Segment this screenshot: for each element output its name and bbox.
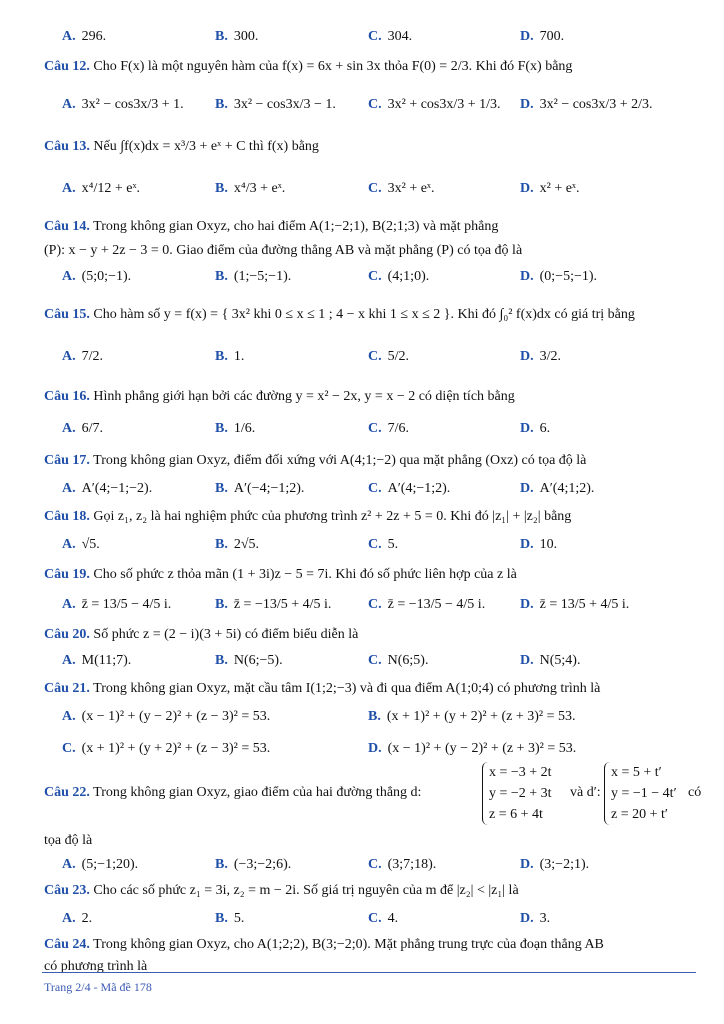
option-value: 5. xyxy=(233,911,245,926)
option-b[interactable] xyxy=(215,910,244,928)
equation-system xyxy=(482,762,552,825)
option-c[interactable] xyxy=(368,596,485,614)
question-label: Câu 24. xyxy=(44,937,90,952)
option-value: (3;7;18). xyxy=(387,857,437,872)
option-value: A′(4;−1;2). xyxy=(387,481,451,496)
option-c[interactable] xyxy=(368,96,501,114)
question-text: Nếu ∫f(x)dx = x³/3 + eˣ + C thì f(x) bằng xyxy=(93,139,319,154)
equation-line: x = −3 + 2t xyxy=(489,765,552,780)
option-value: M(11;7). xyxy=(81,653,132,668)
question-text: tọa độ là xyxy=(44,833,93,848)
question-q23 xyxy=(44,882,684,900)
option-key: A. xyxy=(62,29,76,44)
option-key: B. xyxy=(215,481,228,496)
option-d[interactable] xyxy=(520,348,561,366)
option-value: 300. xyxy=(233,29,259,44)
option-value: N(5;4). xyxy=(539,653,581,668)
option-key: A. xyxy=(62,911,76,926)
option-key: A. xyxy=(62,709,76,724)
option-value: x² + eˣ. xyxy=(539,181,580,196)
option-key: C. xyxy=(368,857,382,872)
footer-rule xyxy=(42,972,696,973)
option-value: (x − 1)² + (y − 2)² + (z + 3)² = 53. xyxy=(387,741,577,756)
option-d[interactable] xyxy=(520,268,597,286)
option-key: D. xyxy=(520,349,534,364)
option-a[interactable] xyxy=(62,420,103,438)
option-value: 4. xyxy=(387,911,399,926)
question-q16 xyxy=(44,388,684,406)
option-value: (4;1;0). xyxy=(387,269,430,284)
option-c[interactable] xyxy=(368,910,398,928)
option-key: A. xyxy=(62,269,76,284)
option-a[interactable] xyxy=(62,268,131,286)
option-value: z̄ = 13/5 − 4/5 i. xyxy=(81,597,172,612)
option-value: 1/6. xyxy=(233,421,256,436)
option-value: (x + 1)² + (y + 2)² + (z + 3)² = 53. xyxy=(386,709,576,724)
option-value: (−3;−2;6). xyxy=(233,857,292,872)
equation-line: z = 6 + 4t xyxy=(489,807,543,822)
option-key: B. xyxy=(368,709,381,724)
page-footer: Trang 2/4 - Mã đề 178 xyxy=(44,980,152,994)
option-value: z̄ = −13/5 − 4/5 i. xyxy=(387,597,486,612)
option-key: B. xyxy=(215,421,228,436)
option-c[interactable] xyxy=(368,652,428,670)
question-text: (P): x − y + 2z − 3 = 0. Giao điểm của đường thẳng AB và mặt phẳng (P) có tọa độ là xyxy=(44,243,523,258)
question-text-tail: có xyxy=(688,785,702,800)
option-value: (5;−1;20). xyxy=(81,857,139,872)
option-b[interactable] xyxy=(215,652,283,670)
question-label: Câu 22. xyxy=(44,785,90,800)
option-b[interactable] xyxy=(215,856,291,874)
question-text: Hình phẳng giới hạn bởi các đường y = x² − 2x, y = x − 2 có diện tích bằng xyxy=(93,389,515,404)
option-a[interactable] xyxy=(62,96,184,114)
option-c[interactable] xyxy=(368,536,398,554)
option-value: √5. xyxy=(81,537,100,552)
question-q13 xyxy=(44,138,684,156)
equation-line: y = −2 + 3t xyxy=(489,786,552,801)
question-label: Câu 16. xyxy=(44,389,90,404)
option-key: B. xyxy=(215,597,228,612)
question-text: Gọi z₁, z₂ là hai nghiệm phức của phương trình z² + 2z + 5 = 0. Khi đó |z₁| + |z₂| bằng xyxy=(93,509,572,524)
option-b[interactable] xyxy=(368,708,576,726)
option-key: D. xyxy=(520,269,534,284)
option-a[interactable] xyxy=(62,708,270,726)
option-value: A′(−4;−1;2). xyxy=(233,481,305,496)
question-text: Trong không gian Oxyz, cho hai điểm A(1;−2;1), B(2;1;3) và mặt phẳng xyxy=(93,219,499,234)
option-b[interactable] xyxy=(215,96,336,114)
question-text: Cho hàm số y = f(x) = { 3x² khi 0 ≤ x ≤ 1 ; 4 − x khi 1 ≤ x ≤ 2 }. Khi đó ∫₀² f(x)dx có giá trị bằng xyxy=(93,307,635,322)
option-c[interactable] xyxy=(62,740,270,758)
option-value: A′(4;1;2). xyxy=(539,481,595,496)
option-key: A. xyxy=(62,481,76,496)
option-key: A. xyxy=(62,349,76,364)
option-key: D. xyxy=(520,653,534,668)
option-d[interactable] xyxy=(520,856,589,874)
option-d[interactable] xyxy=(520,420,550,438)
option-a[interactable] xyxy=(62,652,131,670)
question-text: Trong không gian Oxyz, cho A(1;2;2), B(3;−2;0). Mặt phẳng trung trực của đoạn thẳng AB xyxy=(93,937,604,952)
option-key: D. xyxy=(520,97,534,112)
option-a[interactable] xyxy=(62,28,106,46)
question-text-line xyxy=(44,832,684,850)
equation-line: y = −1 − 4t′ xyxy=(611,786,677,801)
option-value: (1;−5;−1). xyxy=(233,269,292,284)
question-text-line xyxy=(44,958,684,976)
option-d[interactable] xyxy=(520,28,564,46)
option-value: x⁴/12 + eˣ. xyxy=(81,181,141,196)
option-a[interactable] xyxy=(62,856,138,874)
option-c[interactable] xyxy=(368,480,450,498)
option-key: D. xyxy=(520,857,534,872)
option-value: N(6;5). xyxy=(387,653,429,668)
option-b[interactable] xyxy=(215,180,285,198)
option-value: 3x² − cos3x/3 + 2/3. xyxy=(539,97,653,112)
option-d[interactable] xyxy=(368,740,576,758)
option-a[interactable] xyxy=(62,910,92,928)
option-key: D. xyxy=(520,181,534,196)
option-key: A. xyxy=(62,97,76,112)
option-a[interactable] xyxy=(62,596,171,614)
question-q19 xyxy=(44,566,684,584)
option-value: 3x² + eˣ. xyxy=(387,181,435,196)
option-d[interactable] xyxy=(520,180,579,198)
option-key: B. xyxy=(215,911,228,926)
option-key: B. xyxy=(215,269,228,284)
option-value: 296. xyxy=(81,29,107,44)
question-text: Trong không gian Oxyz, mặt cầu tâm I(1;2;−3) và đi qua điểm A(1;0;4) có phương trình là xyxy=(93,681,601,696)
option-b[interactable] xyxy=(215,28,258,46)
option-key: C. xyxy=(368,269,382,284)
option-key: B. xyxy=(215,97,228,112)
option-key: A. xyxy=(62,653,76,668)
question-text: Trong không gian Oxyz, giao điểm của hai đường thẳng d: xyxy=(93,785,422,800)
question-label: Câu 13. xyxy=(44,139,90,154)
question-q21 xyxy=(44,680,684,698)
question-label: Câu 23. xyxy=(44,883,90,898)
option-b[interactable] xyxy=(215,536,259,554)
question-label: Câu 14. xyxy=(44,219,90,234)
option-key: D. xyxy=(368,741,382,756)
option-value: (x + 1)² + (y + 2)² + (z − 3)² = 53. xyxy=(81,741,271,756)
option-key: A. xyxy=(62,597,76,612)
equation-line: z = 20 + t′ xyxy=(611,807,668,822)
option-key: A. xyxy=(62,421,76,436)
option-value: 6/7. xyxy=(81,421,104,436)
option-key: C. xyxy=(368,349,382,364)
question-q14 xyxy=(44,218,684,236)
question-label: Câu 12. xyxy=(44,59,90,74)
question-label: Câu 15. xyxy=(44,307,90,322)
option-d[interactable] xyxy=(520,910,550,928)
option-c[interactable] xyxy=(368,856,436,874)
option-value: 5. xyxy=(387,537,399,552)
option-value: 10. xyxy=(539,537,558,552)
option-key: A. xyxy=(62,857,76,872)
option-c[interactable] xyxy=(368,180,434,198)
option-c[interactable] xyxy=(368,28,412,46)
option-value: (3;−2;1). xyxy=(539,857,590,872)
option-key: C. xyxy=(368,181,382,196)
question-text: Cho số phức z thỏa mãn (1 + 3i)z − 5 = 7i. Khi đó số phức liên hợp của z là xyxy=(93,567,517,582)
option-key: C. xyxy=(368,29,382,44)
option-value: z̄ = −13/5 + 4/5 i. xyxy=(233,597,332,612)
option-b[interactable] xyxy=(215,596,331,614)
question-text: Cho F(x) là một nguyên hàm của f(x) = 6x + sin 3x thỏa F(0) = 2/3. Khi đó F(x) bằng xyxy=(93,59,573,74)
option-key: C. xyxy=(368,537,382,552)
question-label: Câu 21. xyxy=(44,681,90,696)
option-b[interactable] xyxy=(215,480,304,498)
option-d[interactable] xyxy=(520,536,557,554)
option-value: (0;−5;−1). xyxy=(539,269,598,284)
question-q15 xyxy=(44,306,684,324)
question-q18 xyxy=(44,508,684,526)
option-key: C. xyxy=(368,653,382,668)
option-c[interactable] xyxy=(368,420,409,438)
option-key: C. xyxy=(62,741,76,756)
option-key: C. xyxy=(368,421,382,436)
question-label: Câu 17. xyxy=(44,453,90,468)
option-d[interactable] xyxy=(520,596,629,614)
option-value: N(6;−5). xyxy=(233,653,283,668)
option-key: D. xyxy=(520,597,534,612)
equation-line: x = 5 + t′ xyxy=(611,765,662,780)
question-text: Cho các số phức z₁ = 3i, z₂ = m − 2i. Số giá trị nguyên của m để |z₂| < |z₁| là xyxy=(93,883,519,898)
option-d[interactable] xyxy=(520,96,653,114)
option-value: 3. xyxy=(539,911,551,926)
option-value: 7/6. xyxy=(387,421,410,436)
question-label: Câu 19. xyxy=(44,567,90,582)
option-key: B. xyxy=(215,857,228,872)
option-key: D. xyxy=(520,421,534,436)
option-a[interactable] xyxy=(62,480,152,498)
option-value: (x − 1)² + (y − 2)² + (z − 3)² = 53. xyxy=(81,709,271,724)
option-d[interactable] xyxy=(520,480,594,498)
equation-system xyxy=(604,762,677,825)
question-q12 xyxy=(44,58,684,76)
option-value: 3x² − cos3x/3 + 1. xyxy=(81,97,184,112)
option-key: B. xyxy=(215,537,228,552)
question-q17 xyxy=(44,452,684,470)
option-a[interactable] xyxy=(62,536,100,554)
question-text: có phương trình là xyxy=(44,959,148,974)
option-key: C. xyxy=(368,97,382,112)
option-value: 6. xyxy=(539,421,551,436)
option-value: 2. xyxy=(81,911,93,926)
option-d[interactable] xyxy=(520,652,580,670)
option-value: 700. xyxy=(539,29,565,44)
option-value: x⁴/3 + eˣ. xyxy=(233,181,286,196)
option-key: B. xyxy=(215,29,228,44)
question-q24 xyxy=(44,936,684,954)
option-c[interactable] xyxy=(368,268,429,286)
option-key: A. xyxy=(62,537,76,552)
option-c[interactable] xyxy=(368,348,409,366)
option-key: D. xyxy=(520,911,534,926)
option-value: (5;0;−1). xyxy=(81,269,132,284)
question-text-line xyxy=(44,242,684,260)
option-a[interactable] xyxy=(62,180,140,198)
option-key: C. xyxy=(368,911,382,926)
option-value: A′(4;−1;−2). xyxy=(81,481,153,496)
option-a[interactable] xyxy=(62,348,103,366)
option-value: 5/2. xyxy=(387,349,410,364)
question-text: Trong không gian Oxyz, điểm đối xứng với A(4;1;−2) qua mặt phẳng (Oxz) có tọa độ là xyxy=(93,453,587,468)
option-value: 2√5. xyxy=(233,537,260,552)
option-value: 1. xyxy=(233,349,245,364)
option-value: 3/2. xyxy=(539,349,562,364)
question-text-mid: và d′: xyxy=(570,785,601,800)
option-value: 304. xyxy=(387,29,413,44)
option-key: D. xyxy=(520,481,534,496)
option-b[interactable] xyxy=(215,420,255,438)
option-value: 7/2. xyxy=(81,349,104,364)
option-key: A. xyxy=(62,181,76,196)
question-label: Câu 18. xyxy=(44,509,90,524)
option-key: C. xyxy=(368,481,382,496)
question-q20 xyxy=(44,626,684,644)
option-value: z̄ = 13/5 + 4/5 i. xyxy=(539,597,630,612)
option-key: B. xyxy=(215,349,228,364)
question-label: Câu 20. xyxy=(44,627,90,642)
option-key: C. xyxy=(368,597,382,612)
option-key: B. xyxy=(215,653,228,668)
option-b[interactable] xyxy=(215,268,291,286)
option-b[interactable] xyxy=(215,348,244,366)
option-value: 3x² − cos3x/3 − 1. xyxy=(233,97,336,112)
option-value: 3x² + cos3x/3 + 1/3. xyxy=(387,97,501,112)
option-key: D. xyxy=(520,537,534,552)
option-key: B. xyxy=(215,181,228,196)
option-key: D. xyxy=(520,29,534,44)
question-text: Số phức z = (2 − i)(3 + 5i) có điểm biểu diễn là xyxy=(93,627,359,642)
